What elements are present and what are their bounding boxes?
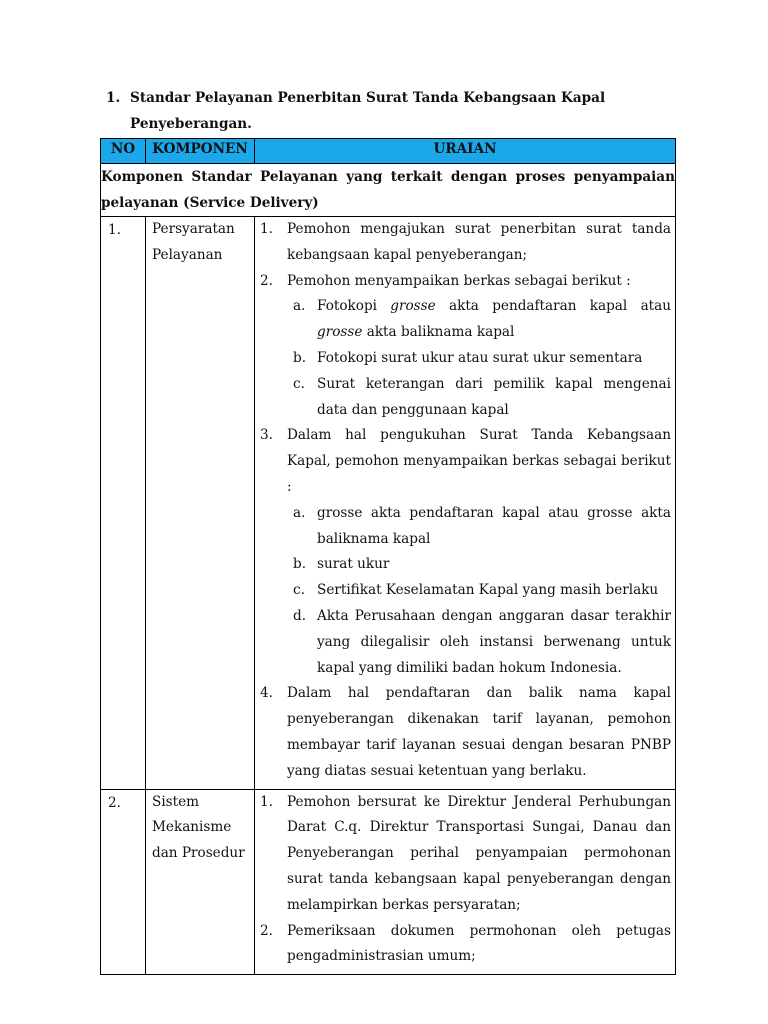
list-item <box>260 217 671 269</box>
table-row <box>101 789 676 975</box>
item-text: Pemohon mengajukan surat penerbitan surat tanda kebangsaan kapal penyeberangan; <box>287 221 671 263</box>
heading-title: Standar Pelayanan Penerbitan Surat Tanda Kebangsaan Kapal <box>130 90 606 106</box>
heading-line-1 <box>106 85 666 111</box>
sub-item-text: Fotokopi surat ukur atau surat ukur sementara <box>317 349 643 366</box>
row-number: 1. <box>101 217 146 790</box>
item-text: Dalam hal pengukuhan Surat Tanda Kebangsaan Kapal, pemohon menyampaikan berkas sebagai berikut : <box>287 427 671 495</box>
component-label: Mekanisme <box>152 819 232 836</box>
list-item <box>260 681 671 784</box>
item-text: Pemeriksaan dokumen permohonan oleh petugas pengadministrasian umum; <box>287 922 671 965</box>
component-label: Persyaratan <box>152 221 235 237</box>
item-text: Pemohon bersurat ke Direktur Jenderal Perhubungan Darat C.q. Direktur Transportasi Sungai, Danau dan Penyeberangan perihal penyampaian permohonan surat tanda kebangsaan kapal penyeberangan dengan melampirkan berkas persyaratan; <box>287 793 671 913</box>
item-marker: 2. <box>260 922 273 939</box>
list-item <box>260 269 671 424</box>
sub-item-marker: a. <box>293 298 306 315</box>
sub-item-text: grosse akta pendaftaran kapal atau grosse akta baliknama kapal <box>317 504 671 547</box>
row-description <box>255 789 676 975</box>
row-number: 2. <box>101 789 146 975</box>
section-row <box>101 164 676 217</box>
item-marker: 1. <box>260 221 273 237</box>
list-item <box>260 790 671 919</box>
sub-item-marker: c. <box>293 582 305 599</box>
item-marker: 3. <box>260 427 273 444</box>
sub-item-text: Surat keterangan dari pemilik kapal mengenai data dan penggunaan kapal <box>317 375 671 418</box>
item-text: Dalam hal pendaftaran dan balik nama kapal penyeberangan dikenakan tarif layanan, pemohon membayar tarif layanan sesuai dengan besaran PNBP yang diatas sesuai ketentuan yang berlaku. <box>287 685 671 779</box>
header-uraian: URAIAN <box>255 139 676 164</box>
sub-item-marker: a. <box>293 504 306 521</box>
sub-list-item <box>287 552 671 578</box>
sub-list-item <box>287 501 671 553</box>
heading-line-2: Penyeberangan. <box>130 116 252 132</box>
service-standard-table <box>100 138 676 975</box>
sub-list-item <box>287 372 671 424</box>
header-komponen: KOMPONEN <box>146 139 255 164</box>
sub-list-item <box>287 604 671 681</box>
sub-item-text: surat ukur <box>317 556 390 573</box>
item-marker: 2. <box>260 272 273 289</box>
sub-list-item <box>287 578 671 604</box>
table-row <box>101 217 676 790</box>
item-marker: 1. <box>260 793 273 810</box>
sub-item-text: Akta Perusahaan dengan anggaran dasar terakhir yang dilegalisir oleh instansi berwenang untuk kapal yang dimiliki badan hokum Indonesia. <box>317 607 671 676</box>
list-item <box>260 423 671 681</box>
header-no: NO <box>101 139 146 164</box>
item-marker: 4. <box>260 685 273 702</box>
section-title: Komponen Standar Pelayanan yang terkait dengan proses penyampaian pelayanan (Service Delivery) <box>101 164 676 217</box>
table-header-row <box>101 139 676 164</box>
component-label: Sistem <box>152 793 200 810</box>
list-item <box>260 919 671 971</box>
sub-list-item <box>287 346 671 372</box>
sub-item-marker: c. <box>293 375 305 392</box>
row-description <box>255 217 676 790</box>
sub-item-marker: b. <box>293 349 307 366</box>
document-heading <box>106 85 666 137</box>
sub-item-text: Fotokopi grosse akta pendaftaran kapal atau grosse akta baliknama kapal <box>317 298 671 341</box>
sub-item-marker: d. <box>293 607 307 624</box>
sub-item-marker: b. <box>293 556 307 573</box>
component-label: Pelayanan <box>152 246 223 263</box>
component-label: dan Prosedur <box>152 844 245 861</box>
item-text: Pemohon menyampaikan berkas sebagai berikut : <box>287 272 631 289</box>
heading-number: 1. <box>106 90 121 106</box>
row-component <box>146 789 255 975</box>
row-component <box>146 217 255 790</box>
sub-item-text: Sertifikat Keselamatan Kapal yang masih berlaku <box>317 582 659 599</box>
sub-list-item <box>287 294 671 346</box>
